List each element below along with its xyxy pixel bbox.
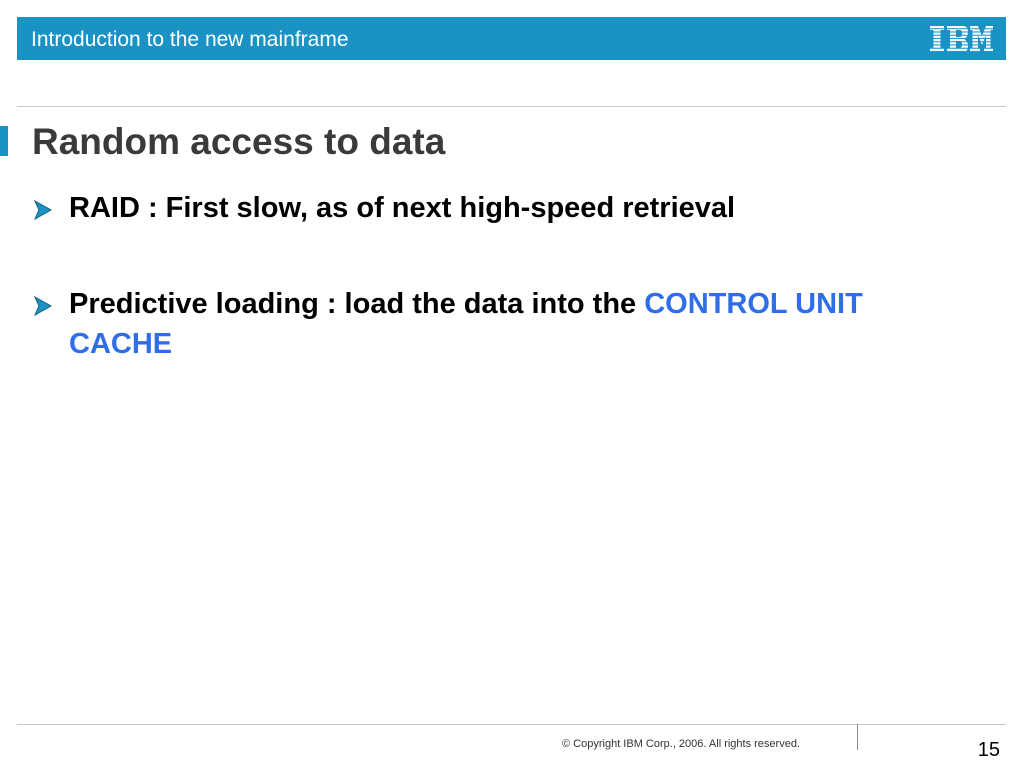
top-divider <box>17 106 1006 107</box>
bullet-text-main: Predictive loading : load the data into the <box>69 288 645 320</box>
bullet-text <box>69 284 932 364</box>
slide-title: Random access to data <box>32 121 446 162</box>
title-accent-marker <box>0 126 8 156</box>
bullet-highlight: CONTROL UNIT CACHE <box>69 288 863 360</box>
header-band <box>17 17 1006 60</box>
copyright-notice: © Copyright IBM Corp., 2006. All rights reserved. <box>562 738 800 750</box>
footer-divider <box>857 724 858 750</box>
bullet-item <box>32 188 932 228</box>
bullet-item <box>32 284 932 364</box>
arrow-right-icon <box>32 295 54 317</box>
bullet-text: RAID : First slow, as of next high-speed retrieval <box>69 192 736 224</box>
ibm-logo-icon <box>929 26 993 52</box>
header-title: Introduction to the new mainframe <box>31 28 349 51</box>
page-number: 15 <box>977 739 1000 761</box>
arrow-right-icon <box>32 199 54 221</box>
